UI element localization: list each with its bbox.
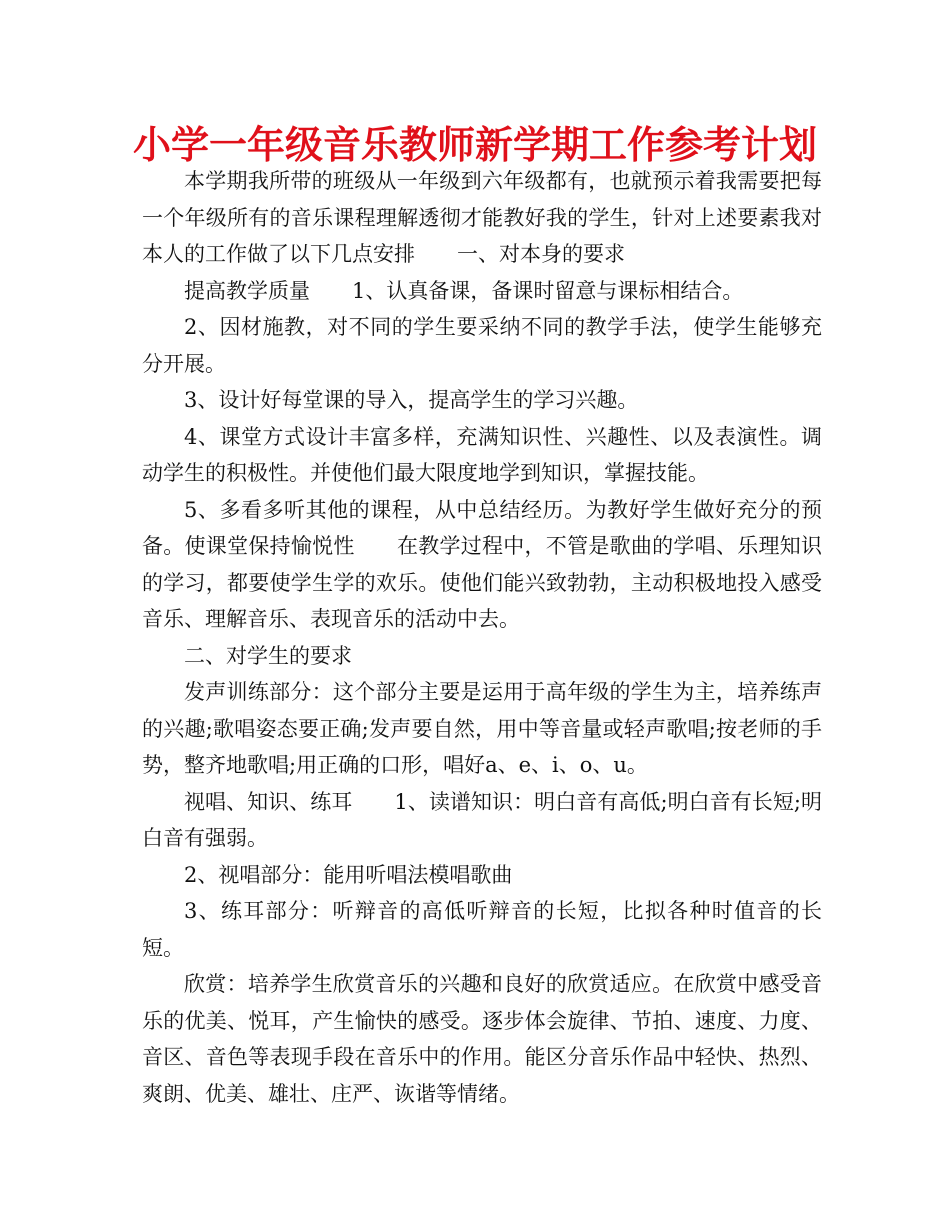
paragraph-9-text-a: 视唱、知识、练耳 (184, 789, 353, 814)
paragraph-12-text: 欣赏：培养学生欣赏音乐的兴趣和良好的欣赏适应。在欣赏中感受音乐的优美、悦耳，产生愉快的感受。逐步体会旋律、节拍、速度、力度、音区、音色等表现手段在音乐中的作用。能区分音乐作品中轻快、热烈、爽朗、优美、雄壮、庄严、诙谐等情绪。 (142, 972, 822, 1106)
paragraph-7-text: 二、对学生的要求 (184, 643, 352, 668)
paragraph-1-text-b: 一、对本身的要求 (457, 242, 625, 266)
paragraph-5-text: 4、课堂方式设计丰富多样，充满知识性、兴趣性、以及表演性。调动学生的积极性。并使他们最大限度地学到知识，掌握技能。 (142, 424, 822, 485)
paragraph-8-text: 发声训练部分：这个部分主要是运用于高年级的学生为主，培养练声的兴趣;歌唱姿态要正确;发声要自然，用中等音量或轻声歌唱;按老师的手势，整齐地歌唱;用正确的口形，唱好a、e、i、o、u。 (142, 680, 822, 777)
document-body (142, 163, 822, 1112)
paragraph-10-text: 2、视唱部分：能用听唱法模唱歌曲 (184, 862, 513, 887)
paragraph-6-text-a: 5、多看多听其他的课程，从中总结经历。为教好学生做好充分的预备。使课堂保持愉悦性 (142, 497, 822, 558)
paragraph-11 (142, 893, 822, 966)
paragraph-10 (142, 857, 822, 894)
paragraph-9 (142, 784, 822, 857)
paragraph-1-text-a: 本学期我所带的班级从一年级到六年级都有，也就预示着我需要把每一个年级所有的音乐课程理解透彻才能教好我的学生，针对上述要素我对本人的工作做了以下几点安排 (142, 169, 822, 266)
paragraph-3-text: 2、因材施教，对不同的学生要采纳不同的教学手法，使学生能够充分开展。 (142, 315, 822, 376)
paragraph-6-text-b: 在教学过程中，不管是歌曲的学唱、乐理知识的学习，都要使学生学的欢乐。使他们能兴致勃勃，主动积极地投入感受音乐、理解音乐、表现音乐的活动中去。 (142, 534, 823, 631)
paragraph-4-text: 3、设计好每堂课的导入，提高学生的学习兴趣。 (184, 388, 639, 412)
paragraph-8 (142, 674, 822, 784)
paragraph-12 (142, 966, 822, 1112)
paragraph-6 (142, 492, 822, 638)
paragraph-3 (142, 309, 822, 382)
paragraph-2 (142, 273, 822, 310)
paragraph-2-text-a: 提高教学质量 (184, 278, 310, 303)
section-heading-students (142, 638, 822, 675)
paragraph-5 (142, 419, 822, 492)
paragraph-2-text-b: 1、认真备课，备课时留意与课标相结合。 (352, 278, 744, 303)
paragraph-11-text: 3、练耳部分：听辩音的高低听辩音的长短，比拟各种时值音的长短。 (142, 899, 822, 960)
paragraph-4 (142, 382, 822, 419)
paragraph-1 (142, 163, 822, 273)
document-title: 小学一年级音乐教师新学期工作参考计划 (132, 123, 817, 167)
paragraph-9-text-b: 1、读谱知识：明白音有高低;明白音有长短;明白音有强弱。 (142, 789, 823, 850)
